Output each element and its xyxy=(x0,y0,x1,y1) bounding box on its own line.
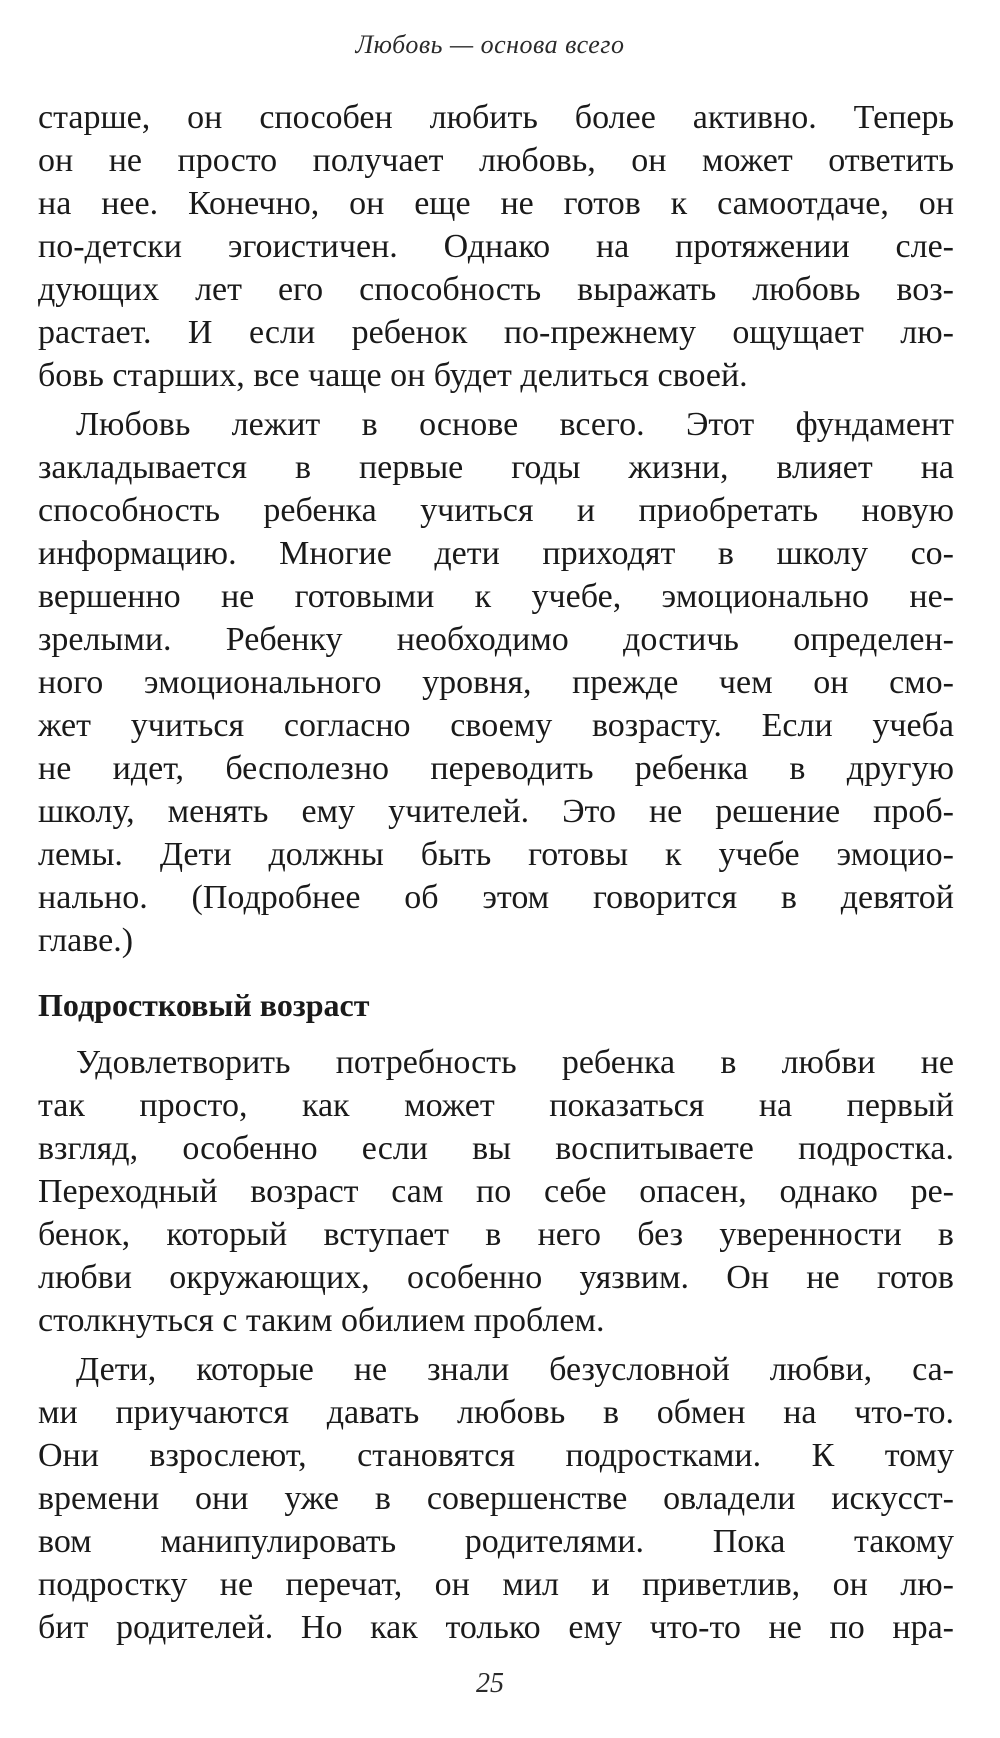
text-line: лемы. Дети должны быть готовы к учебе эмоцио- xyxy=(38,836,954,873)
text-line: ного эмоционального уровня, прежде чем он смо- xyxy=(38,664,954,701)
text-line: Дети, которые не знали безусловной любви, са- xyxy=(76,1351,954,1388)
text-line: бит родителей. Но как только ему что-то не по нра- xyxy=(38,1609,954,1646)
text-line: школу, менять ему учителей. Это не решение проб- xyxy=(38,793,954,830)
text-line: на нее. Конечно, он еще не готов к самоотдаче, он xyxy=(38,185,954,222)
text-line: не идет, бесполезно переводить ребенка в другую xyxy=(38,750,954,787)
text-line: Переходный возраст сам по себе опасен, однако ре- xyxy=(38,1173,954,1210)
text-line: столкнуться с таким обилием проблем. xyxy=(38,1302,605,1339)
paragraph xyxy=(38,1348,954,1649)
text-line: по-детски эгоистичен. Однако на протяжении сле- xyxy=(38,228,954,265)
text-line: закладывается в первые годы жизни, влияет на xyxy=(38,449,954,486)
text-line: старше, он способен любить более активно. Теперь xyxy=(38,99,954,136)
text-line: жет учиться согласно своему возрасту. Если учеба xyxy=(38,707,954,744)
text-line: Любовь лежит в основе всего. Этот фундамент xyxy=(76,406,954,443)
text-line: дующих лет его способность выражать любовь воз- xyxy=(38,271,954,308)
text-line: времени они уже в совершенстве овладели искусст- xyxy=(38,1480,954,1517)
running-head: Любовь — основа всего xyxy=(355,30,625,59)
text-line: информацию. Многие дети приходят в школу со- xyxy=(38,535,954,572)
text-line: подростку не перечат, он мил и приветлив, он лю- xyxy=(38,1566,954,1603)
text-line: растает. И если ребенок по-прежнему ощущает лю- xyxy=(38,314,954,351)
paragraph xyxy=(38,1041,954,1342)
text-line: он не просто получает любовь, он может ответить xyxy=(38,142,954,179)
text-line: так просто, как может показаться на первый xyxy=(38,1087,954,1124)
text-line: бенок, который вступает в него без уверенности в xyxy=(38,1216,954,1253)
text-line: вом манипулировать родителями. Пока такому xyxy=(38,1523,954,1560)
text-line: взгляд, особенно если вы воспитываете подростка. xyxy=(38,1130,954,1167)
text-line: вершенно не готовыми к учебе, эмоционально не- xyxy=(38,578,954,615)
text-line: Они взрослеют, становятся подростками. К тому xyxy=(38,1437,954,1474)
section-heading: Подростковый возраст xyxy=(38,987,370,1023)
body-text xyxy=(38,96,954,1649)
text-line: ми приучаются давать любовь в обмен на что-то. xyxy=(38,1394,954,1431)
text-line: зрелыми. Ребенку необходимо достичь определен- xyxy=(38,621,954,658)
paragraph xyxy=(38,96,954,397)
text-line: нально. (Подробнее об этом говорится в девятой xyxy=(38,879,954,916)
text-line: Удовлетворить потребность ребенка в любви не xyxy=(76,1044,954,1081)
text-line: любви окружающих, особенно уязвим. Он не готов xyxy=(38,1259,954,1296)
page-number: 25 xyxy=(476,1668,504,1699)
text-line: способность ребенка учиться и приобретать новую xyxy=(38,492,954,529)
paragraph xyxy=(38,403,954,962)
text-line: главе.) xyxy=(38,922,134,959)
text-line: бовь старших, все чаще он будет делиться своей. xyxy=(38,357,748,394)
